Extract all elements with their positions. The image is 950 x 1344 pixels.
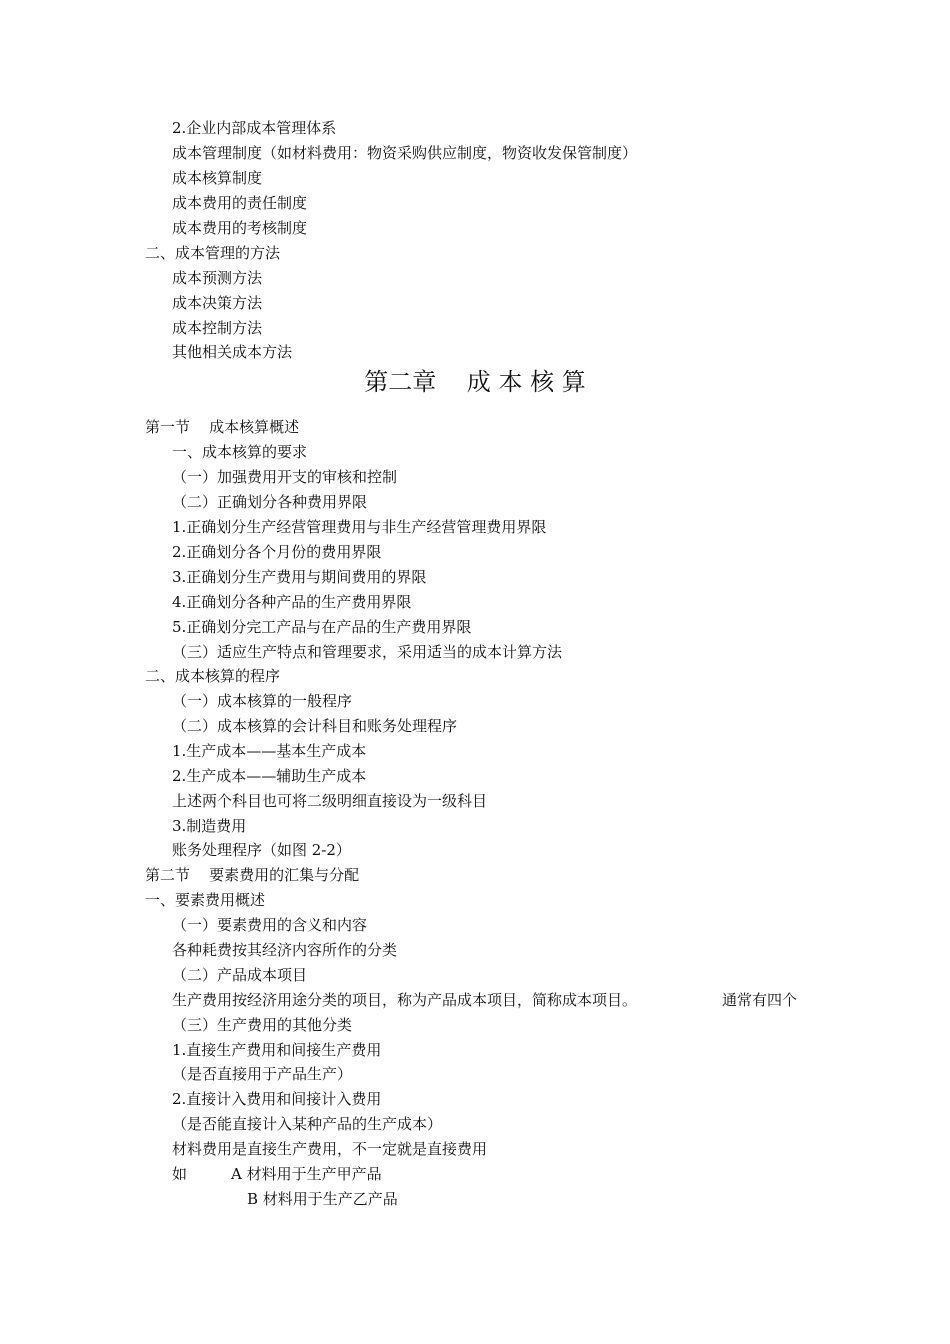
text-line: （二）正确划分各种费用界限 (172, 493, 368, 511)
text-line: A 材料用于生产甲产品 (231, 1165, 382, 1183)
text-line: （一）加强费用开支的审核和控制 (172, 468, 398, 486)
text-line: 1.直接生产费用和间接生产费用 (172, 1041, 382, 1059)
text-line: 成本管理制度（如材料费用：物资采购供应制度，物资收发保管制度） (172, 144, 638, 162)
text-line: 生产费用按经济用途分类的项目，称为产品成本项目，简称成本项目。 (172, 991, 638, 1009)
section-heading: 一、要素费用概述 (145, 891, 266, 909)
text-line: 成本控制方法 (172, 319, 263, 337)
text-line: 通常有四个 (722, 991, 798, 1009)
text-line: （一）成本核算的一般程序 (172, 692, 353, 710)
section-heading: 第二节 要素费用的汇集与分配 (145, 866, 360, 884)
text-line: 其他相关成本方法 (172, 343, 293, 361)
text-line: 账务处理程序（如图 2-2） (172, 841, 351, 859)
text-line: 1.生产成本——基本生产成本 (172, 742, 367, 760)
text-line: 4.正确划分各种产品的生产费用界限 (172, 593, 412, 611)
chapter-title: 第二章 成 本 核 算 (364, 368, 586, 396)
text-line: 2.直接计入费用和间接计入费用 (172, 1090, 382, 1108)
text-line: 各种耗费按其经济内容所作的分类 (172, 941, 398, 959)
text-line: 一、成本核算的要求 (172, 443, 308, 461)
text-line: （是否能直接计入某种产品的生产成本） (172, 1115, 443, 1133)
text-line: （三）适应生产特点和管理要求，采用适当的成本计算方法 (172, 643, 563, 661)
text-line: （一）要素费用的含义和内容 (172, 916, 368, 934)
text-line: （二）成本核算的会计科目和账务处理程序 (172, 717, 458, 735)
text-line: 3.制造费用 (172, 817, 247, 835)
text-line: （二）产品成本项目 (172, 966, 308, 984)
text-line: 成本决策方法 (172, 294, 263, 312)
section-heading: 第一节 成本核算概述 (145, 418, 300, 436)
text-line: 如 (172, 1165, 188, 1183)
text-line: 2.企业内部成本管理体系 (172, 119, 337, 137)
section-heading: 二、成本核算的程序 (145, 667, 281, 685)
text-line: 2.生产成本——辅助生产成本 (172, 767, 367, 785)
text-line: 上述两个科目也可将二级明细直接设为一级科目 (172, 792, 488, 810)
text-line: 3.正确划分生产费用与期间费用的界限 (172, 568, 427, 586)
text-line: 1.正确划分生产经营管理费用与非生产经营管理费用界限 (172, 518, 547, 536)
text-line: 成本预测方法 (172, 269, 263, 287)
text-line: （是否直接用于产品生产） (172, 1065, 353, 1083)
text-line: 2.正确划分各个月份的费用界限 (172, 543, 382, 561)
text-line: B 材料用于生产乙产品 (247, 1190, 398, 1208)
text-line: （三）生产费用的其他分类 (172, 1016, 353, 1034)
text-line: 材料费用是直接生产费用，不一定就是直接费用 (172, 1140, 488, 1158)
text-line: 成本费用的责任制度 (172, 194, 308, 212)
text-line: 成本核算制度 (172, 169, 263, 187)
section-heading: 二、成本管理的方法 (145, 244, 281, 262)
text-line: 成本费用的考核制度 (172, 219, 308, 237)
text-line: 5.正确划分完工产品与在产品的生产费用界限 (172, 618, 472, 636)
